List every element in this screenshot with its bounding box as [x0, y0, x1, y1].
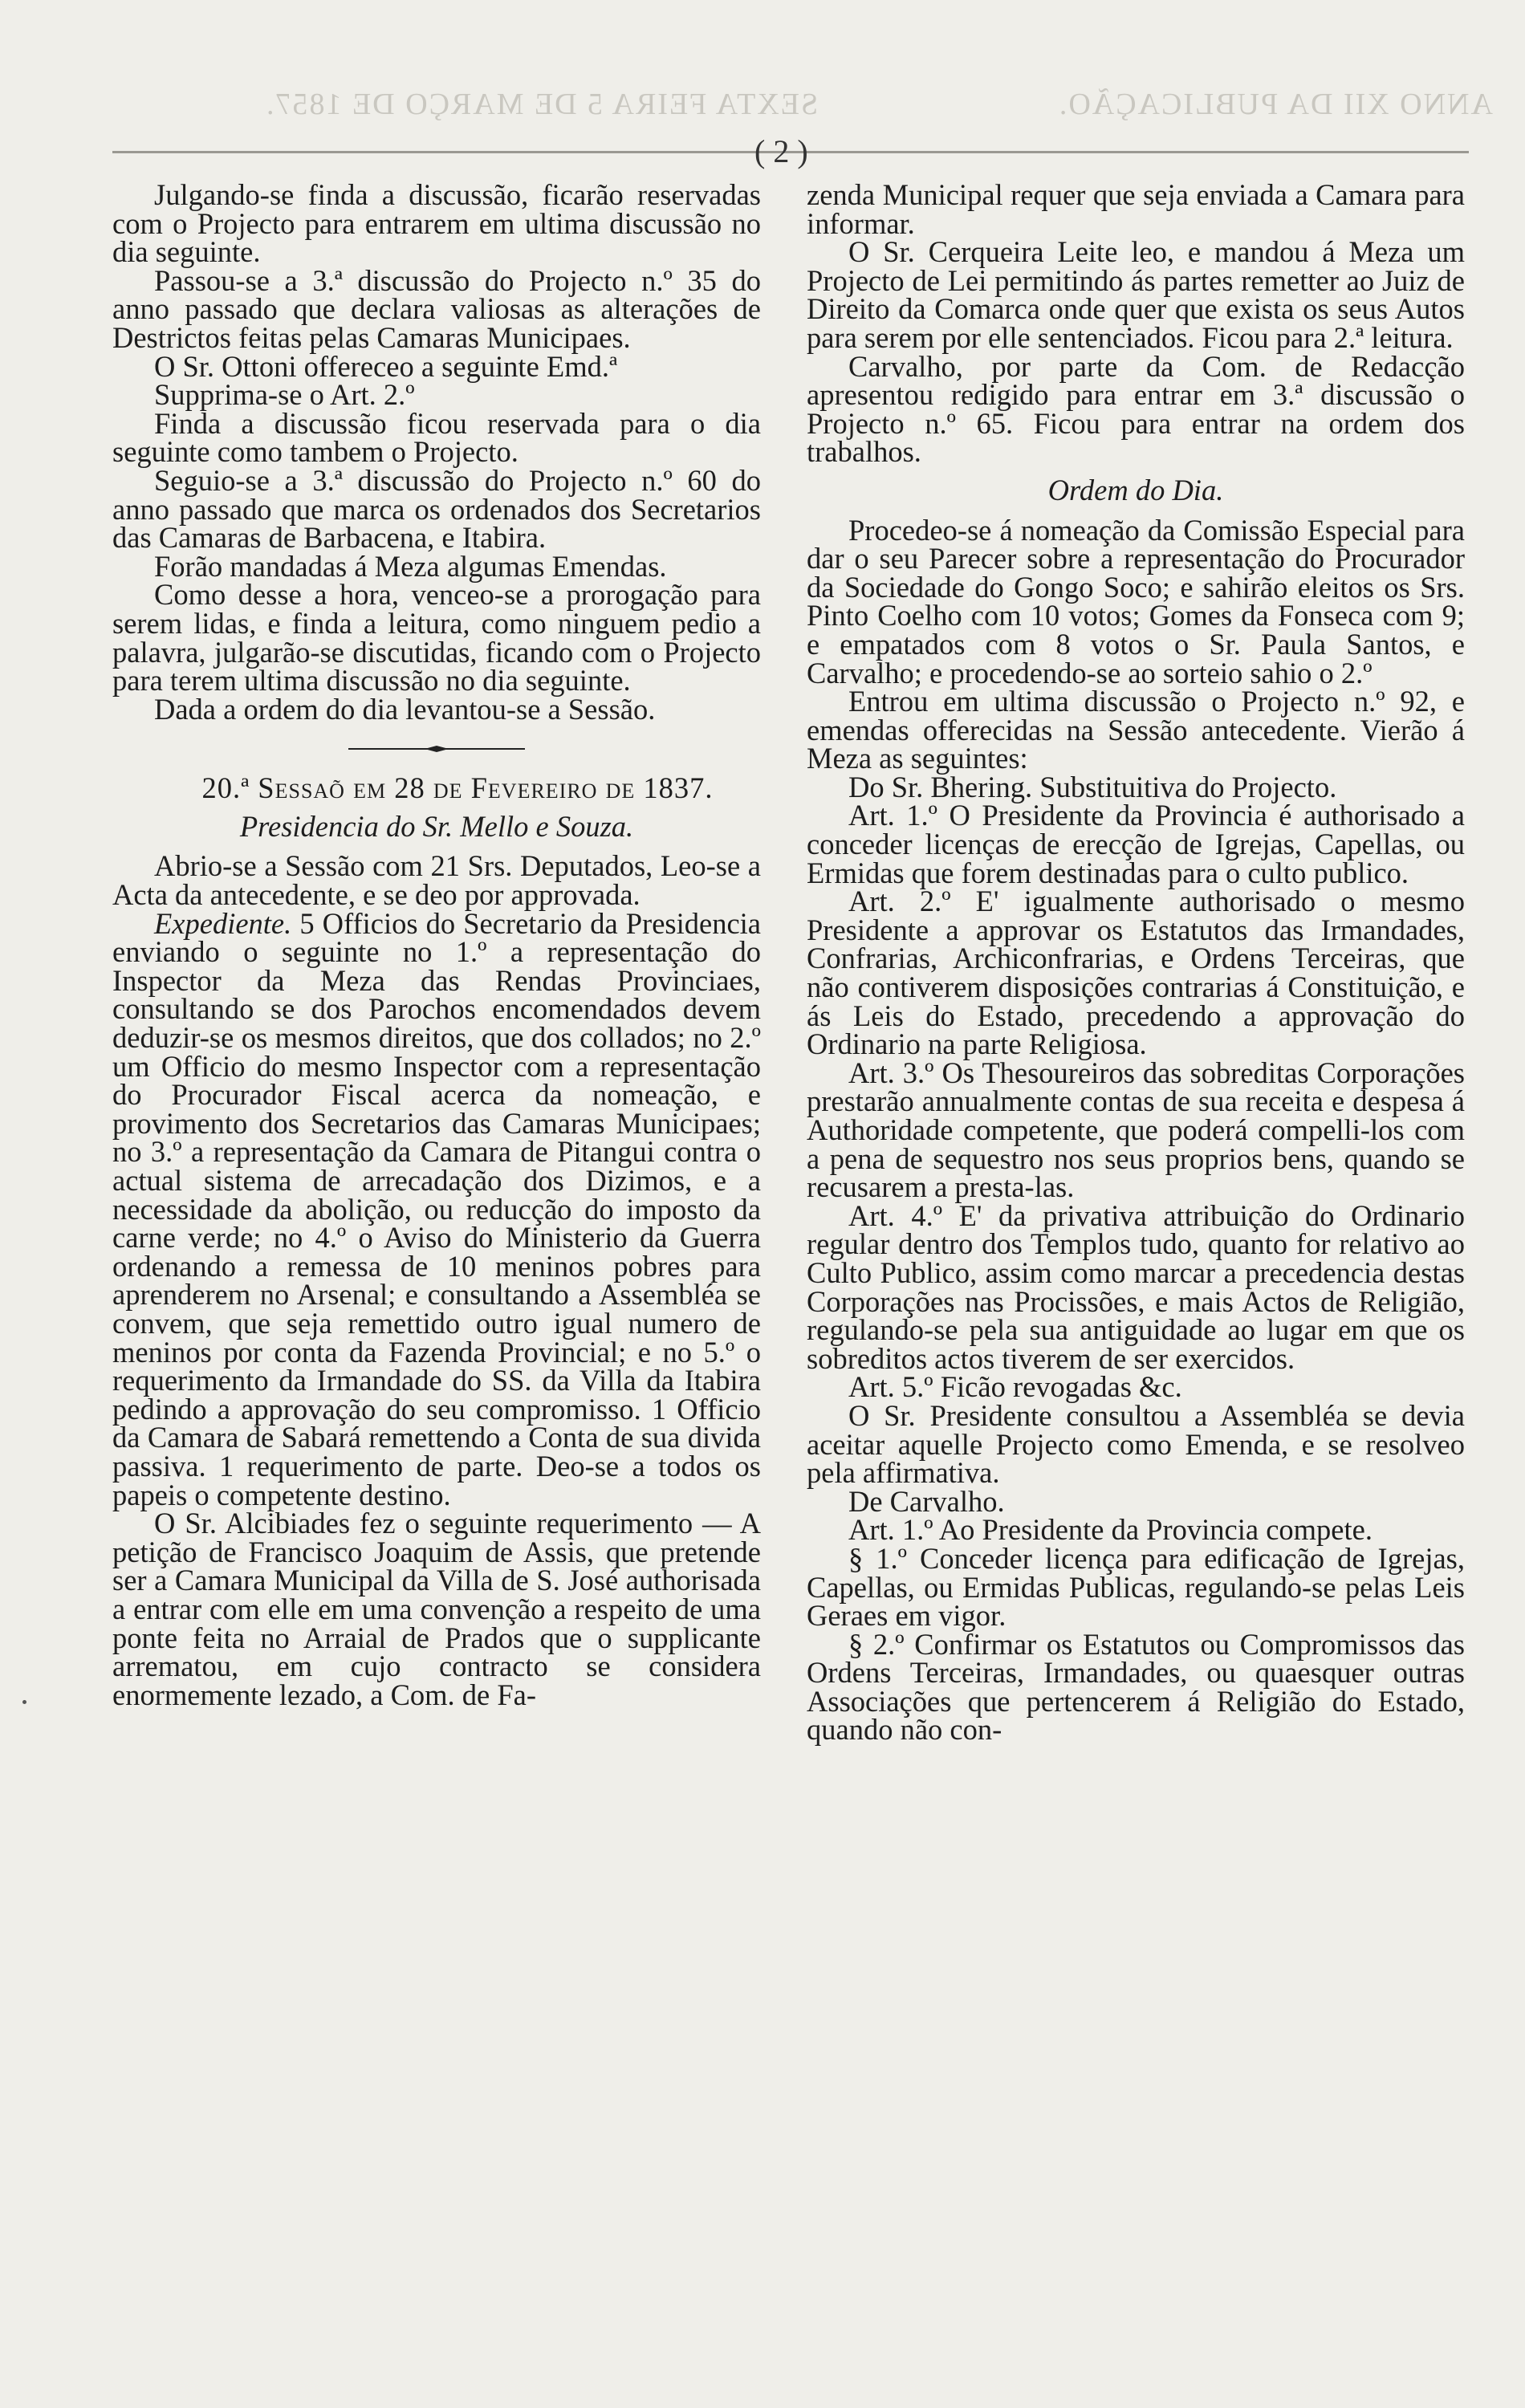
- bleed-right-text: SEXTA FEIRA 5 DE MARÇO DE 1857.: [265, 87, 819, 121]
- right-column: [807, 178, 1465, 1747]
- paragraph: Art. 2.º E' igualmente authorisado o mesmo Presidente a approvar os Estatutos das Irmandades, Confrarias, Archiconfrarias, e Ordens Terceiras, que não contiverem disposições contrarias á Constituição, e ás Leis do Estado, precedendo a approvação do Ordinario na parte Religiosa.: [807, 885, 1465, 1061]
- paragraph: O Sr. Ottoni offereceo a seguinte Emd.ª: [154, 349, 618, 383]
- expediente-paragraph: [112, 906, 762, 1511]
- paragraph: Art. 5.º Ficão revogadas &c.: [848, 1370, 1182, 1404]
- paragraph: § 2.º Confirmar os Estatutos ou Compromissos das Ordens Terceiras, Irmandades, ou quaesquer outras Associações que pertencerem á Religião do Estado, quando não con-: [807, 1627, 1465, 1747]
- paragraph: Finda a discussão ficou reservada para o dia seguinte como tambem o Projecto.: [112, 406, 761, 469]
- paragraph: § 1.º Conceder licença para edificação de Igrejas, Capellas, ou Ermidas Publicas, regulando-se pelas Leis Geraes em vigor.: [807, 1541, 1465, 1633]
- paragraph: Como desse a hora, venceo-se a prorogação para serem lidas, e finda a leitura, como ninguem pedio a palavra, julgarão-se discutidas, ficando com o Projecto para terem ultima discussão no dia seguinte.: [112, 578, 761, 698]
- expediente-text: 5 Officios do Secretario da Presidencia enviando o seguinte no 1.º a representação do Inspector da Meza das Rendas Provinciaes, consultando se dos Parochos encomendados devem deduzir-se os mesmos direitos, que dos collados; no 2.º um Officio do mesmo Inspector com a representação do Procurador Fiscal acerca da nomeação, e provimento dos Secretarios das Camaras Municipaes; no 3.º a representação da Camara de Pitangui contra o actual sistema de arrecadação dos Dizimos, e a necessidade da abolição, ou reducção do imposto da carne verde; no 4.º o Aviso do Ministerio da Guerra ordenando a remessa de 10 meninos pobres para aprenderem no Arsenal; e consultando a Assembléa se convem, que seja remettido outro igual numero de meninos por conta da Fazenda Provincial; e no 5.º o requerimento da Irmandade do SS. da Villa da Itabira pedindo a approvação do seu compromisso. 1 Officio da Camara de Sabará remettendo a Conta de sua divida passiva. 1 requerimento de parte. Deo-se a todos os papeis o competente destino.: [112, 906, 762, 1511]
- bleed-left-text: ANNO XII DA PUBLICAÇÃO.: [1057, 87, 1493, 121]
- bleed-through-header: [265, 87, 1493, 122]
- paragraph: Art. 1.º Ao Presidente da Provincia compete.: [848, 1513, 1372, 1547]
- ink-speck: [22, 1700, 26, 1704]
- left-column: [112, 178, 762, 1711]
- paragraph: Carvalho, por parte da Com. de Redacção apresentou redigido para entrar em 3.ª discussão o Projecto n.º 65. Ficou para entrar na ordem dos trabalhos.: [807, 349, 1465, 469]
- presidency-heading: Presidencia do Sr. Mello e Souza.: [239, 809, 634, 843]
- paragraph: Art. 3.º Os Thesoureiros das sobreditas Corporações prestarão annualmente contas de sua receita e despesa á Authoridade competente, que poderá compelli-los com a pena de sequestro nos seus proprios bens, quando se recusarem a presta-las.: [807, 1056, 1465, 1204]
- paragraph: O Sr. Alcibiades fez o seguinte requerimento — A petição de Francisco Joaquim de Assis, que pretende ser a Camara Municipal da Villa de S. José authorisada a entrar com elle em uma convenção a respeito de uma ponte feita no Arraial de Prados que o supplicante arrematou, em cujo contracto se considera enormemente lezado, a Com. de Fa-: [112, 1507, 761, 1711]
- paragraph: Seguio-se a 3.ª discussão do Projecto n.º 60 do anno passado que marca os ordenados dos Secretarios das Camaras de Barbacena, e Itabira.: [112, 463, 761, 555]
- paragraph: Julgando-se finda a discussão, ficarão reservadas com o Projecto para entrarem em ultima discussão no dia seguinte.: [112, 178, 761, 269]
- paragraph: Entrou em ultima discussão o Projecto n.º 92, e emendas offerecidas na Sessão antecedente. Vierão á Meza as seguintes:: [807, 685, 1465, 775]
- paragraph: zenda Municipal requer que seja enviada a Camara para informar.: [807, 178, 1465, 240]
- paragraph: Supprima-se o Art. 2.º: [154, 378, 415, 412]
- paragraph: Do Sr. Bhering. Substituitiva do Projecto.: [848, 770, 1337, 803]
- paragraph: Art. 1.º O Presidente da Provincia é authorisado a conceder licenças de erecção de Igrejas, Capellas, ou Ermidas que forem destinadas para o culto publico.: [807, 799, 1465, 889]
- expediente-label: Expediente.: [154, 906, 292, 940]
- paragraph: Abrio-se a Sessão com 21 Srs. Deputados, Leo-se a Acta da antecedente, e se deo por approvada.: [112, 849, 761, 912]
- ornament-divider: [112, 739, 761, 753]
- ordem-heading: Ordem do Dia.: [1047, 473, 1224, 506]
- paragraph: Dada a ordem do dia levantou-se a Sessão.: [154, 692, 656, 726]
- page-number: ( 2 ): [754, 133, 808, 169]
- paragraph: Forão mandadas á Meza algumas Emendas.: [154, 549, 667, 583]
- paragraph: O Sr. Presidente consultou a Assembléa se devia aceitar aquelle Projecto como Emenda, e se resolveo pela affirmativa.: [807, 1398, 1465, 1490]
- paragraph: O Sr. Cerqueira Leite leo, e mandou á Meza um Projecto de Lei permitindo ás partes remetter ao Juiz de Direito da Comarca onde quer que exista os seus Autos para serem por elle sentenciados. Ficou para 2.ª leitura.: [807, 235, 1465, 354]
- session-title: 20.ª Sessaõ em 28 de Fevereiro de 1837.: [201, 771, 714, 805]
- paragraph: De Carvalho.: [848, 1484, 1005, 1518]
- paragraph: Procedeo-se á nomeação da Comissão Especial para dar o seu Parecer sobre a representação do Procurador da Sociedade do Gongo Soco; e sahirão eleitos os Srs. Pinto Coelho com 10 votos; Gomes da Fonseca com 9; e empatados com 8 votos o Sr. Paula Santos, e Carvalho; e procedendo-se ao sorteio sahio o 2.º: [807, 513, 1465, 689]
- paragraph: Passou-se a 3.ª discussão do Projecto n.º 35 do anno passado que declara valiosas as alterações de Destrictos feitas pelas Camaras Municipaes.: [112, 263, 761, 354]
- paragraph: Art. 4.º E' da privativa attribuição do Ordinario regular dentro dos Templos tudo, quanto for relativo ao Culto Publico, assim como marcar a precedencia destas Corporações nas Procissões, e mais Actos de Religião, regulando-se pela sua antiguidade ao lugar em que os sobreditos actos tiverem de ser exercidos.: [807, 1198, 1465, 1375]
